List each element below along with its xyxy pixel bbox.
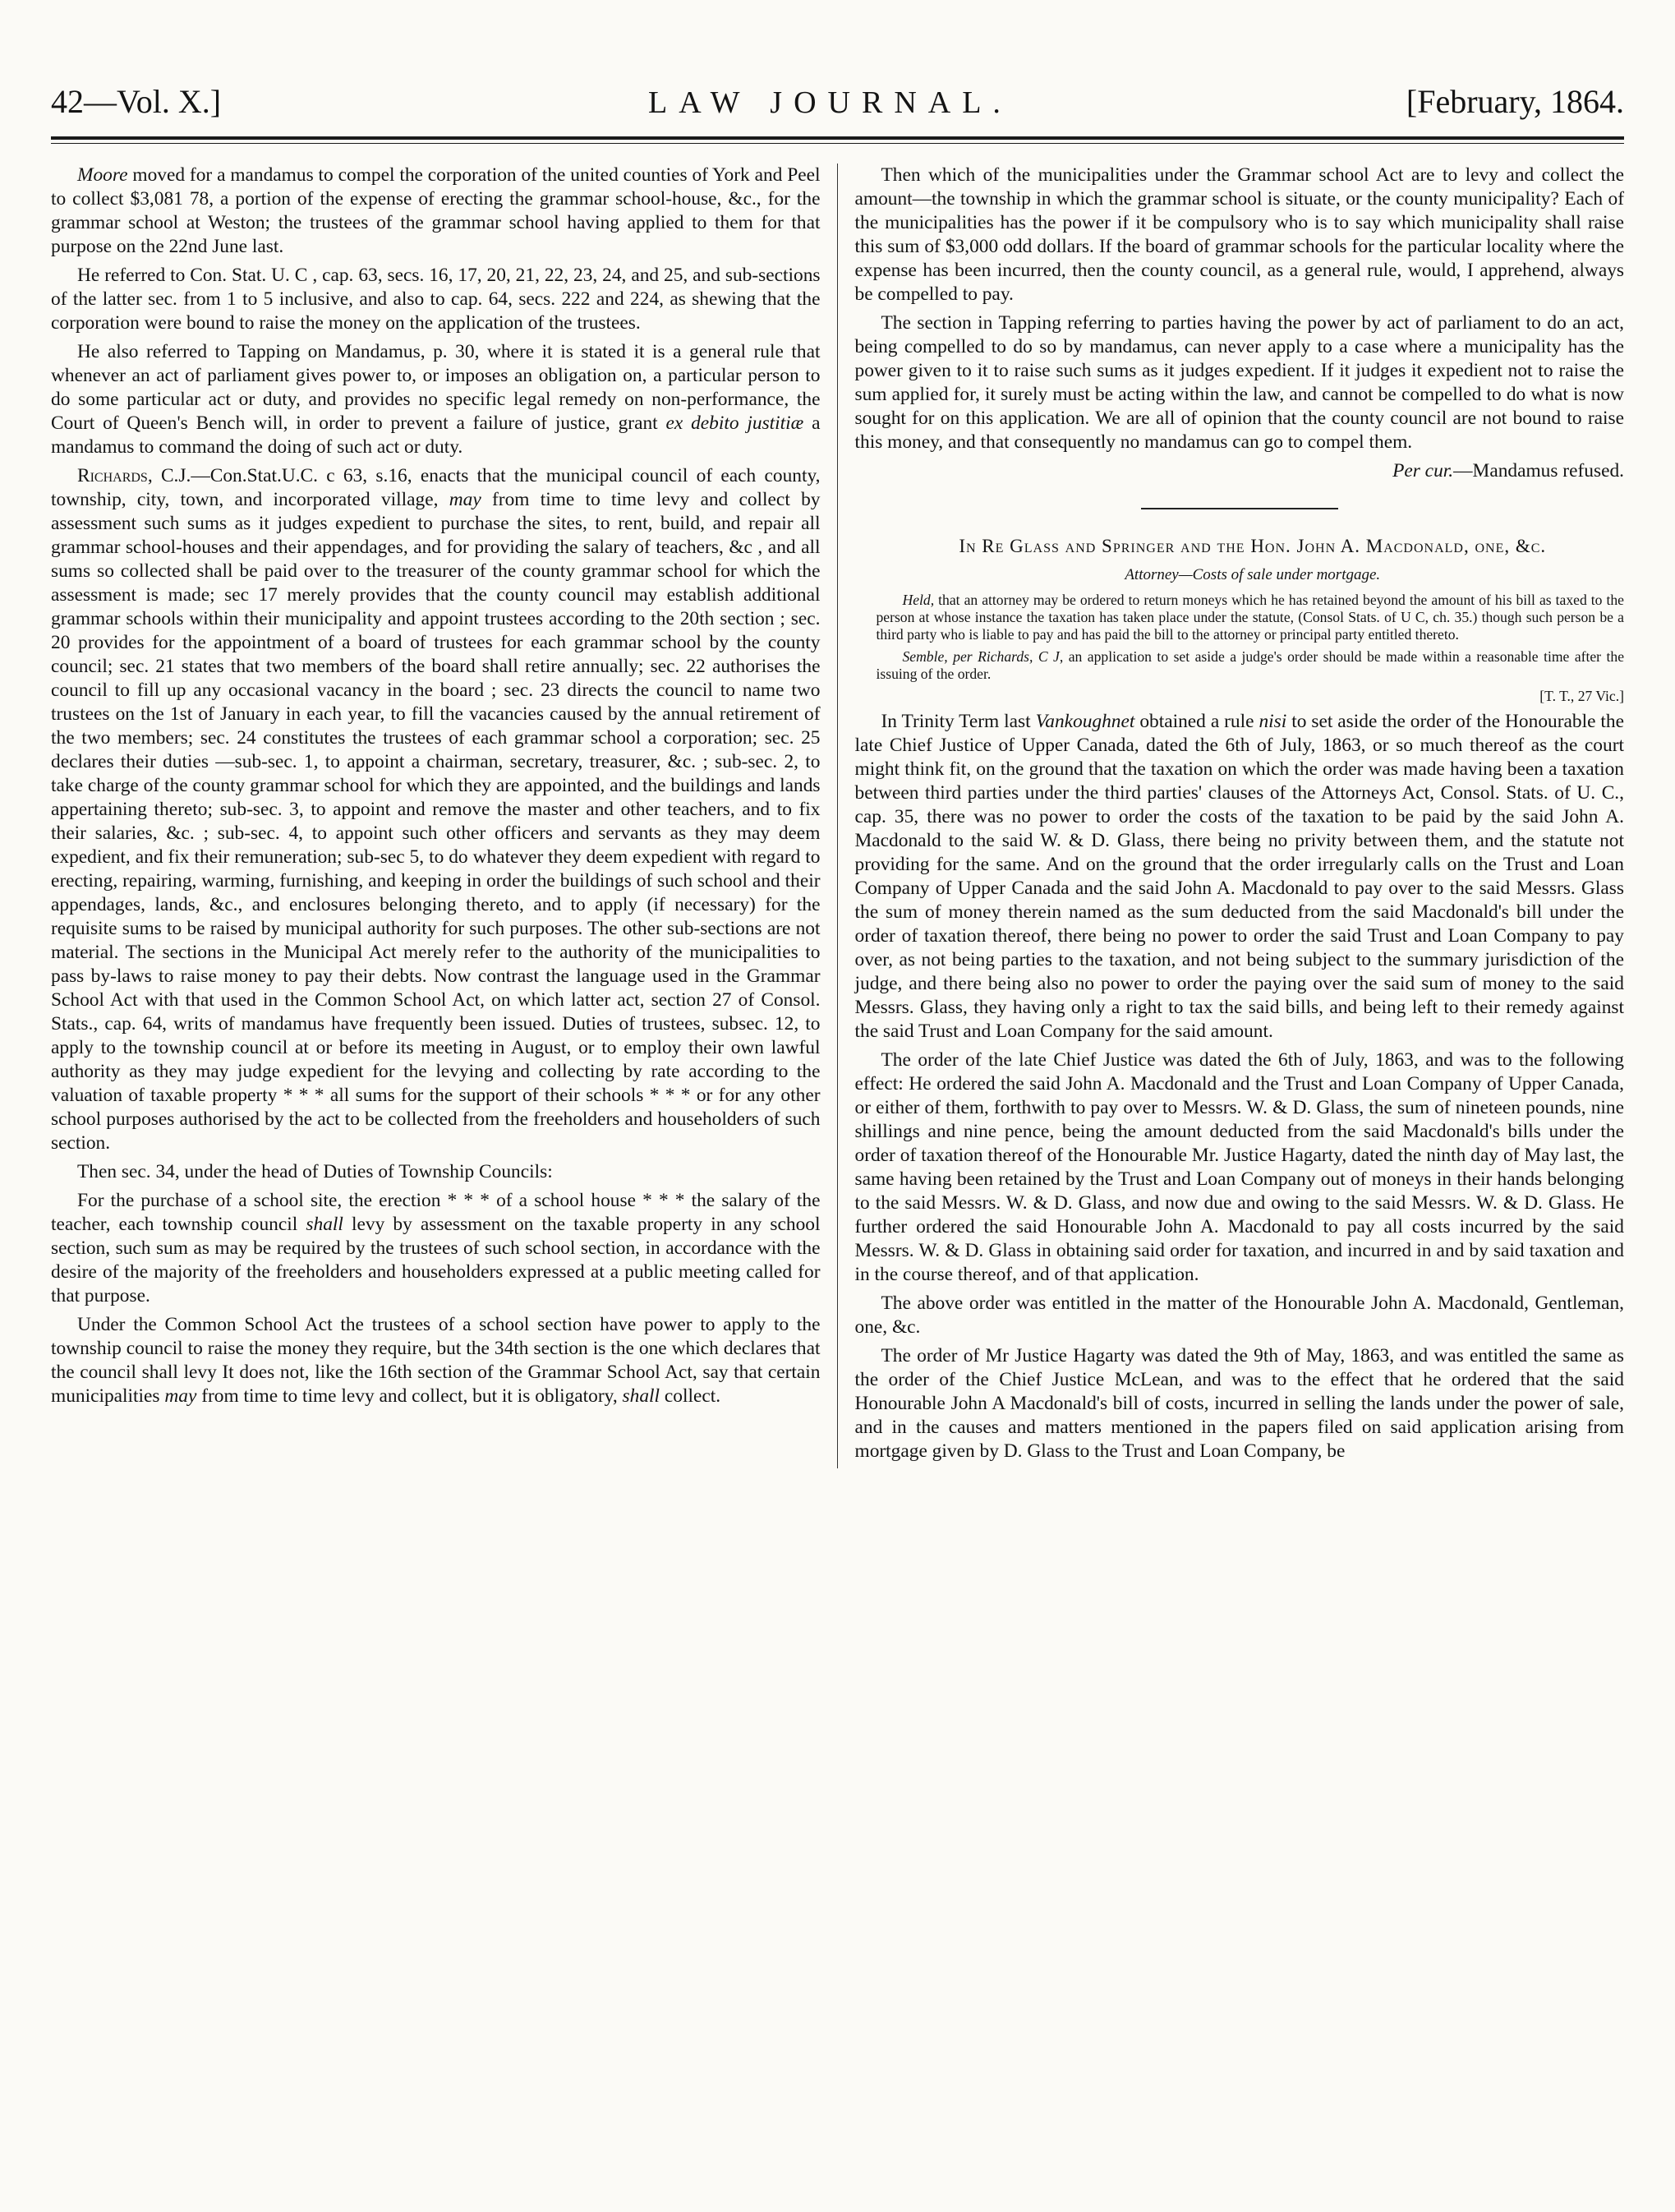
latin-phrase: ex debito justitiæ [665,412,804,434]
paragraph-text: He also referred to Tapping on Mandamus, p. 30, where it is stated it is a general rule that whenever an act of parliament gives power to, or imposes an obligation on, a particular person to do some particular act or duty, and provides no specific legal remedy on non-performance, the Court of Queen's Bench will, in order to prevent a failure of justice, grant [51,341,821,434]
emphasis: may [164,1385,197,1407]
header-rule-thick [51,136,1624,140]
paragraph: The order of Mr Justice Hagarty was dated the 9th of May, 1863, and was entitled the same as the order of the Chief Justice McLean, and was to the effect that he ordered that the said Honourable John A Macdonald's bill of costs, incurred in selling the lands under the power of sale, and in the causes and matters mentioned in the papers filed on said application arising from mortgage given by D. Glass to the Trust and Loan Company, be [854,1345,1624,1462]
issue-date: [February, 1864. [1406,83,1624,120]
headnote-text: , an application to set aside a judge's order should be made within a reasonable time after the issuing of the order. [876,648,1625,682]
emphasis: nisi [1259,711,1287,732]
paragraph: The section in Tapping referring to parties having the power by act of parliament to do an act, being compelled to do so by mandamus, can never apply to a case where a municipality has the power given to it to raise such sums as it judges expedient. If it judges it expedient not to raise the sum applied for, it surely must be acting within the law, and cannot be compelled to do what is now sought for on this application. We are all of opinion that the county council are not bound to raise this money, and that consequently no mandamus can go to compel them. [854,312,1624,453]
paragraph-text: obtained a rule [1134,711,1259,732]
section-divider [1141,508,1338,509]
paragraph [855,710,1625,1044]
journal-title: LAW JOURNAL. [648,85,1012,120]
headnote-semble [855,648,1625,683]
page-header [51,82,1624,131]
right-column [838,164,1625,1468]
paragraph [51,464,821,1155]
semble-label: Semble, per Richards, C J [902,648,1060,665]
paragraph [51,1313,821,1408]
paragraph: Then sec. 34, under the head of Duties of Township Councils: [77,1161,553,1182]
paragraph-text: to set aside the order of the Honourable the late Chief Justice of Upper Canada, dated the 6th of July, 1863, or so much thereof as the court might think fit, on the ground that the taxation on which the order was made having been a taxation between third parties under the third parties' clauses of the Attorneys Act, Consol. Stats. of U. C., cap. 35, there was no power to order the costs of the taxation to be paid by the said John A. Macdonald to the said W. & D. Glass, there being no privity between them, and the statute not providing for the same. And on the ground that the order irregularly calls on the Trust and Loan Company of Upper Canada and the said John A. Macdonald to pay over to the said Messrs. Glass the sum of money therein named as the sum deducted from the said Macdonald's bill under the order of taxation thereof, there being no power to order the said Trust and Loan Company to pay over, as not being parties to the taxation, and not being subject to the summary jurisdiction of the judge, and there being also no power to order the paying over the said sum of money to the said Messrs. Glass, they having only a right to tax the said bills, and being left to their remedy against the said Trust and Loan Company for the said amount. [854,711,1624,1042]
paragraph-text: a mandamus to command the doing of such act or duty. [51,412,821,458]
header-rule-thin [51,143,1624,144]
paragraph-text: For the purchase of a school site, the erection * * * of a school house * * * the salary of the teacher, each township council [51,1190,821,1235]
emphasis: shall [622,1385,660,1407]
case-subject: Attorney—Costs of sale under mortgage. [1125,566,1381,583]
counsel-name: Moore [77,164,128,186]
paragraph [51,164,821,259]
headnote-held [855,592,1625,643]
page-number-volume: 42—Vol. X.] [51,83,222,120]
paragraph-text: from time to time levy and collect by assessment such sums as it judges expedient to purchase the sites, to rent, build, and repair all grammar school-houses and their appendages, and for providing the salary of teachers, &c , and all sums so collected shall be paid over to the treasurer of the county grammar school for which the assessment is made; sec 17 merely provides that the county council may establish additional grammar schools within their municipality and appoint trustees according to the 20th section ; sec. 20 provides for the appointment of a board of trustees for each grammar school by the county council; sec. 21 states that two members of the board shall retire annually; sec. 22 authorises the council to fill up any occasional vacancy in the board ; sec. 23 directs the council to name two trustees on the 1st of January in each year, to fill the vacancies caused by the annual retirement of the two members; sec. 24 constitutes the trustees of each grammar school a corporation; sec. 25 declares their duties —sub-sec. 1, to appoint a chairman, secretary, treasurer, &c. ; sub-sec. 2, to take charge of the county grammar school for which they are appointed, and the buildings and lands appertaining thereto; sub-sec. 3, to appoint and remove the master and other teachers, and to fix their salaries, &c. ; sub-sec. 4, to appoint such other officers and servants as they may deem expedient, and fix their remuneration; sub-sec 5, to do whatever they deem expedient with regard to erecting, repairing, warming, furnishing, and keeping in order the buildings of such school and their appendages, lands, &c., and enclosures belonging thereto, and to apply (if necessary) for the requisite sums to be raised by municipal authority for such purposes. The other sub-sections are not material. The sections in the Municipal Act merely refer to the authority of the municipalities to pass by-laws to raise money to pay their debts. Now contrast the language used in the Grammar School Act with that used in the Common School Act, on which latter act, section 27 of Consol. Stats., cap. 64, writs of mandamus have frequently been issued. Duties of trustees, subsec. 12, to apply to the township council at or before its meeting in August, or to employ their own lawful authority as they may judge expedient for the levying and collecting by rate according to the valuation of taxable property * * * all sums for the support of their schools * * * or for any other school purposes authorised by the act to be collected from the freeholders and householders of such section. [51,489,821,1154]
paragraph-text: In Trinity Term last [881,711,1036,732]
judge-name: Richards [77,465,148,486]
paragraph: The above order was entitled in the matter of the Honourable John A. Macdonald, Gentleman, one, &c. [854,1293,1624,1338]
paragraph: Then which of the municipalities under the Grammar school Act are to levy and collect the amount—the township in which the grammar school is situate, or the county municipality? Each of the municipalities has the power if it be compulsory who is to say which municipality shall raise this sum of $3,000 odd dollars. If the board of grammar schools for the particular locality where the expense has been incurred, then the county council, as a general rule, would, I apprehend, always be compelled to pay. [854,164,1624,305]
emphasis: shall [306,1214,343,1235]
paragraph-text: from time to time levy and collect, but it is obligatory, [196,1385,623,1407]
headnote-text: that an attorney may be ordered to return moneys which he has retained beyond the amount of his bill as taxed to the person at whose instance the taxation has taken place under the statute, (Consol Stats. of U C, ch. 35.) though such person be a third party who is liable to pay and has paid the bill to the attorney or principal party entitled thereto. [876,592,1624,643]
paragraph-text: collect. [660,1385,721,1407]
term-citation: [T. T., 27 Vic.] [1539,688,1624,704]
paragraph-text: , C.J.—Con.Stat.U.C. c 63, s.16, enacts that the municipal council of each county, township, city, town, and incorporated village, [51,465,821,510]
text-columns [51,164,1624,1468]
held-label: Held, [902,592,935,608]
quoted-paragraph [51,1189,821,1308]
judgment-signoff [855,459,1625,483]
per-curiam: Per cur. [1392,460,1454,482]
paragraph-text: moved for a mandamus to compel the corporation of the united counties of York and Peel to collect $3,081 78, a portion of the expense of erecting the grammar school-house, &c., for the grammar school at Weston; the trustees of the grammar school having applied to them for that purpose on the 22nd June last. [51,164,821,257]
paragraph: He referred to Con. Stat. U. C , cap. 63, secs. 16, 17, 20, 21, 22, 23, 24, and 25, and sub-sections of the latter sec. from 1 to 5 inclusive, and also to cap. 64, secs. 222 and 224, as shewing that the corporation were bound to raise the money on the application of the trustees. [51,265,821,334]
signoff-text: —Mandamus refused. [1453,460,1624,482]
paragraph-text: levy by assessment on the taxable property in any school section, such sum as may be required by the trustees of such school section, in accordance with the desire of the majority of the freeholders and householders expressed at a public meeting called for that purpose. [51,1214,821,1306]
paragraph: The order of the late Chief Justice was dated the 6th of July, 1863, and was to the following effect: He ordered the said John A. Macdonald and the Trust and Loan Company of Upper Canada, or either of them, forthwith to pay over to Messrs. W. & D. Glass, the sum of nineteen pounds, nine shillings and nine pence, being the amount deducted from the said Macdonald's bills under the order of taxation thereof of the Honourable Mr. Justice Hagarty, dated the ninth day of May last, the same having been retained by the Trust and Loan Company out of moneys in their hands belonging to the said Messrs. W. & D. Glass, and now due and owing to the said Messrs. W. & D. Glass. He further ordered the said Honourable John A. Macdonald to pay all costs incurred by the said Messrs. W. & D. Glass in obtaining said order for taxation, and incurred in and by said taxation and in the course thereof, and of that application. [854,1049,1624,1285]
case-title: In Re Glass and Springer and the Hon. John A. Macdonald, one, &c. [959,536,1547,556]
emphasis: may [449,489,481,510]
paragraph [51,340,821,459]
counsel-name: Vankoughnet [1035,711,1135,732]
paragraph-text: Under the Common School Act the trustees of a school section have power to apply to the township council to raise the money they require, but the 34th section is the one which declares that the council shall levy It does not, like the 16th section of the Grammar School Act, say that certain municipalities [51,1314,821,1407]
left-column [51,164,838,1468]
